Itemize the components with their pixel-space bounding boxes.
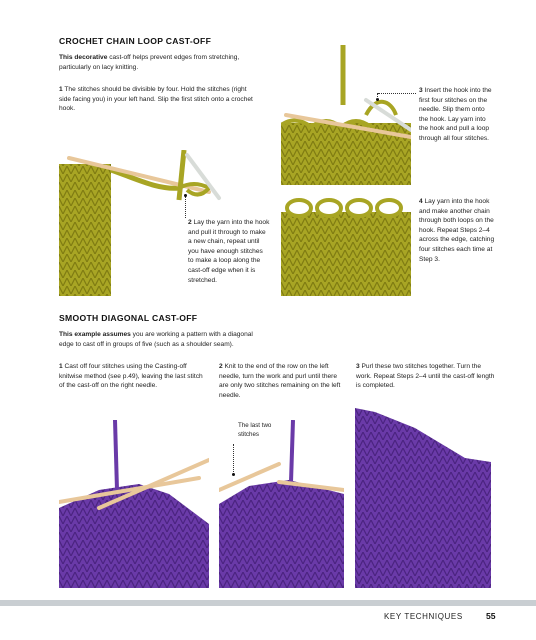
section-title-smooth-diagonal: SMOOTH DIAGONAL CAST-OFF (59, 313, 198, 323)
section2-intro: This example assumes you are working a pattern with a diagonal edge to cast off in groups of five (such as a shoulder seam). (59, 331, 253, 348)
yellow-knit-illustration-4 (281, 194, 411, 296)
photo-diagonal-step1 (59, 420, 209, 588)
footer-bar (0, 600, 536, 606)
photo-step3-crochet (281, 45, 411, 185)
page-number: 55 (486, 611, 496, 621)
section1-step4: 4 Lay yarn into the hook and make another chain through both loops on the hook. Repeat Steps 2–4 across the edge, catching four stitches each time at Step 3. (419, 198, 495, 263)
leader-line-step2 (185, 196, 186, 218)
photo-diagonal-step2 (219, 420, 344, 588)
section2-step1: 1 Cast off four stitches using the Casting-off knitwise method (see p.49), leaving the last stitch of the cast-off on the right needle. (59, 363, 203, 390)
section1-step1: 1 The stitches should be divisible by four. Hold the stitches (right side facing you) in your left hand. Slip the first stitch onto a crochet hook. (59, 86, 253, 113)
footer-section-label: KEY TECHNIQUES (384, 612, 463, 621)
photo-step4-crochet (281, 194, 411, 296)
leader-line-last-two (233, 444, 234, 474)
section1-step2: 2 Lay the yarn into the hook and pull it through to make a new chain, repeat until you have enough stitches to make a loop along the cast-off edge when it is stretched. (188, 219, 270, 284)
section1-step3: 3 Insert the hook into the first four stitches on the needle. Slip them onto the hook. Lay yarn into the hook and pull a loop through all four stitches. (419, 87, 492, 142)
annotation-last-two-stitches: The last two stitches (238, 422, 272, 438)
section1-intro-rest: cast-off helps prevent edges from stretching, particularly on lacy knitting. (59, 54, 240, 71)
yellow-knit-illustration-3 (281, 45, 411, 185)
purple-knit-illustration-2 (219, 420, 344, 588)
leader-dot-last-two (232, 473, 235, 476)
section1-intro (59, 53, 264, 72)
section1-intro-bold: This decorative (59, 54, 108, 61)
purple-knit-illustration-1 (59, 420, 209, 588)
leader-line-step3-vertical (377, 93, 378, 99)
purple-knit-illustration-3 (355, 408, 491, 588)
section2-step2: 2 Knit to the end of the row on the left needle, turn the work and purl until there are only two stitches remaining on the left needle. (219, 363, 341, 399)
leader-line-step3 (378, 93, 416, 94)
photo-diagonal-step3 (355, 408, 491, 588)
section2-step3: 3 Purl these two stitches together. Turn the work. Repeat Steps 2–4 until the cast-off length is completed. (356, 363, 495, 390)
section-title-crochet-chain: CROCHET CHAIN LOOP CAST-OFF (59, 36, 212, 46)
leader-dot-step2 (184, 194, 187, 197)
